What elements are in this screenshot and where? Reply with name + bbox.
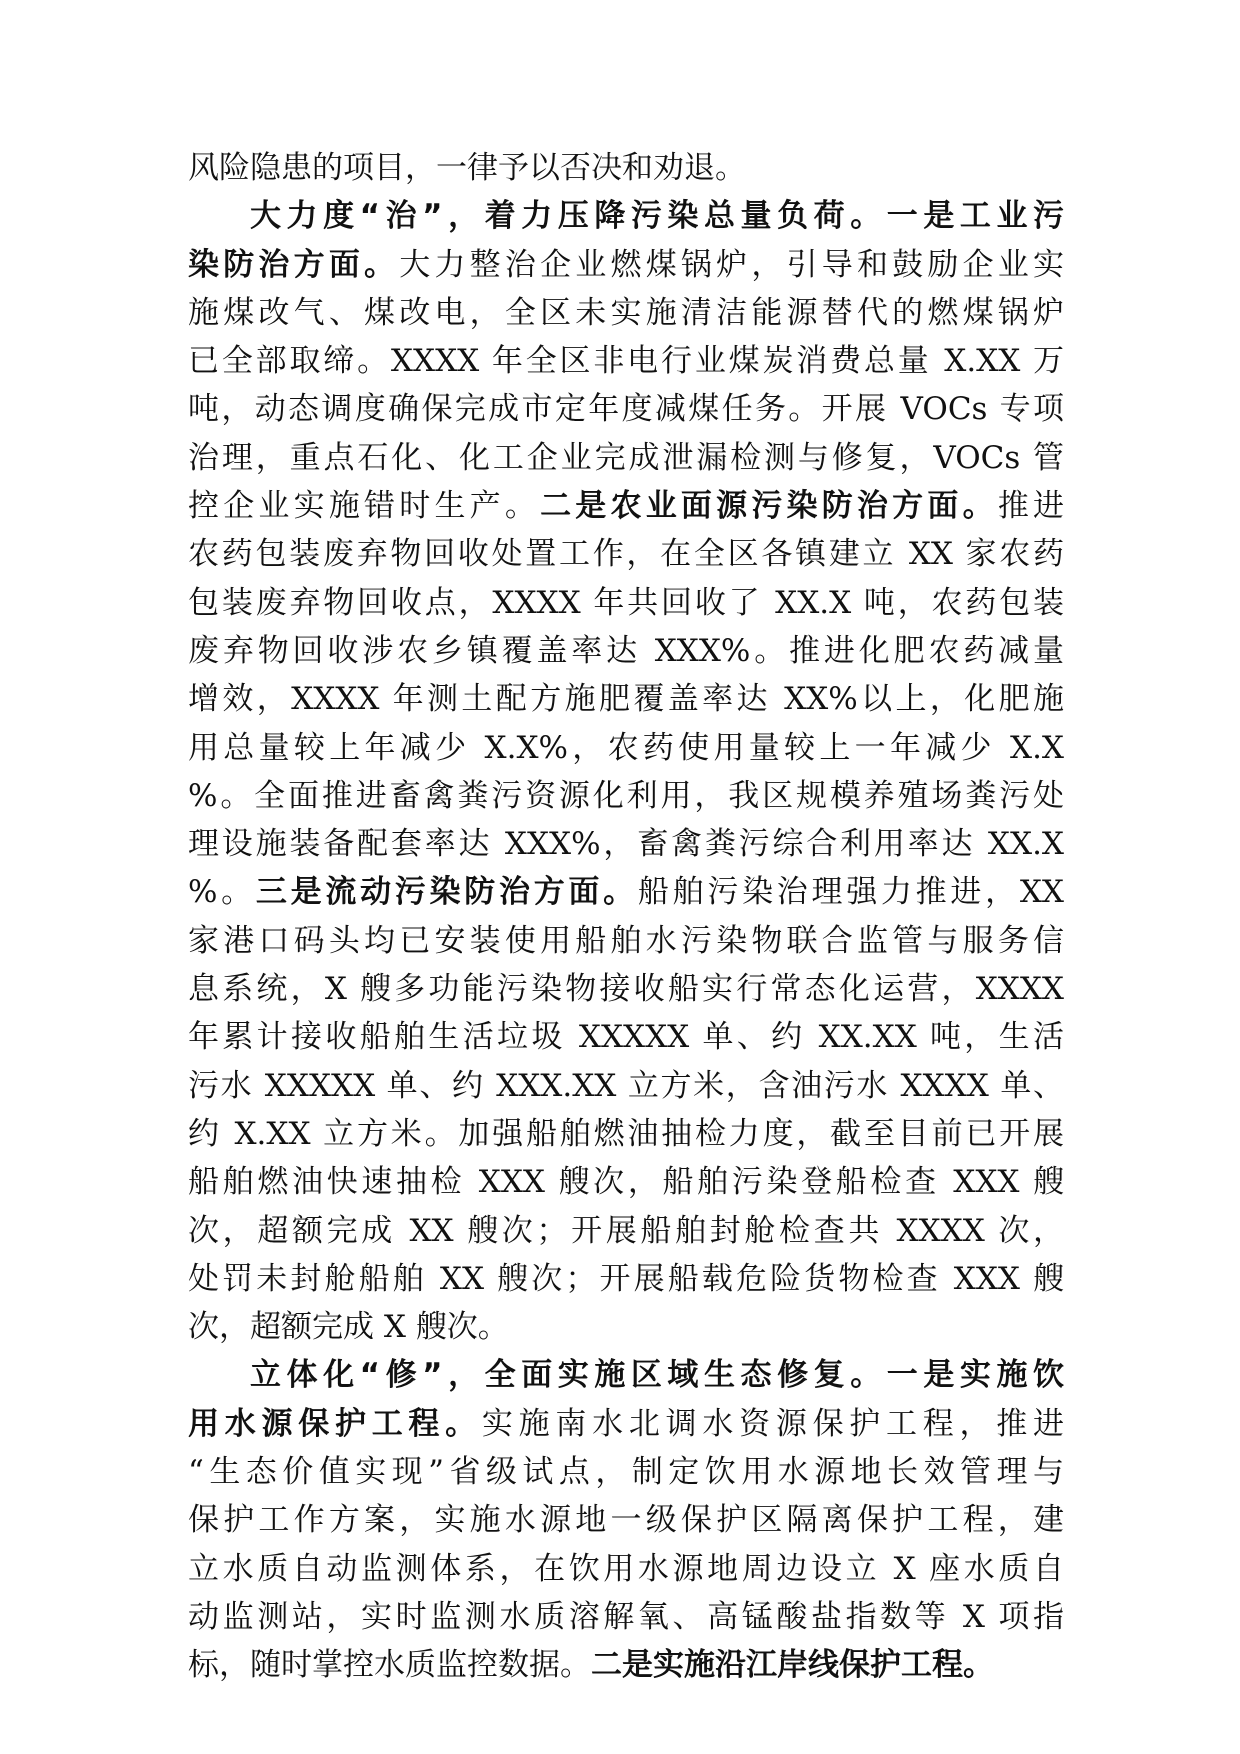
bold-heading-text: 立体化“修”，全面实施区域生态修复。一是实施饮 bbox=[250, 1357, 1064, 1394]
paragraph bbox=[188, 144, 1064, 192]
text-line bbox=[188, 1641, 1064, 1689]
text-line bbox=[188, 482, 1064, 530]
body-text: 标，随时掌控水质监控数据。 bbox=[188, 1647, 591, 1684]
text-line bbox=[188, 337, 1064, 385]
body-text: 保护工作方案，实施水源地一级保护区隔离保护工程，建 bbox=[188, 1502, 1064, 1539]
body-text: 家港口码头均已安装使用船舶水污染物联合监管与服务信 bbox=[188, 922, 1064, 959]
body-text: 治理，重点石化、化工企业完成泄漏检测与修复，VOCs 管 bbox=[188, 439, 1064, 476]
body-text: 控企业实施错时生产。 bbox=[188, 488, 541, 525]
text-line bbox=[188, 1255, 1064, 1303]
body-text: 风险隐患的项目，一律予以否决和劝退。 bbox=[188, 150, 746, 186]
text-line bbox=[188, 434, 1064, 482]
body-text: 立水质自动监测体系，在饮用水源地周边设立 X 座水质自 bbox=[188, 1550, 1064, 1587]
text-line bbox=[188, 1303, 1064, 1351]
body-text: 包装废弃物回收点，XXXX 年共回收了 XX.X 吨，农药包装 bbox=[188, 584, 1064, 621]
bold-heading-text: 大力度“治”，着力压降污染总量负荷。一是工业污 bbox=[250, 198, 1064, 235]
text-line bbox=[188, 1062, 1064, 1110]
text-line bbox=[188, 917, 1064, 965]
text-line bbox=[188, 1158, 1064, 1206]
body-text: %。全面推进畜禽粪污资源化利用，我区规模养殖场粪污处 bbox=[188, 777, 1064, 814]
body-text: 约 X.XX 立方米。加强船舶燃油抽检力度，截至目前已开展 bbox=[188, 1115, 1064, 1152]
body-text: 推进 bbox=[997, 488, 1065, 525]
text-line bbox=[188, 579, 1064, 627]
bold-heading-text: 染防治方面。 bbox=[188, 246, 400, 283]
body-text: 施煤改气、煤改电，全区未实施清洁能源替代的燃煤锅炉 bbox=[188, 294, 1064, 331]
text-line bbox=[188, 868, 1064, 916]
body-text: 年累计接收船舶生活垃圾 XXXXX 单、约 XX.XX 吨，生活 bbox=[188, 1019, 1064, 1056]
body-text: 动监测站，实时监测水质溶解氧、高锰酸盐指数等 X 项指 bbox=[188, 1598, 1064, 1635]
text-line bbox=[188, 1110, 1064, 1158]
text-line bbox=[188, 772, 1064, 820]
text-line bbox=[188, 241, 1064, 289]
text-line bbox=[188, 1593, 1064, 1641]
text-line bbox=[188, 1207, 1064, 1255]
text-line bbox=[188, 530, 1064, 578]
bold-heading-text: 二是农业面源污染防治方面。 bbox=[540, 488, 998, 525]
bold-heading-text: 二是实施沿江岸线保护工程。 bbox=[591, 1647, 994, 1684]
text-line bbox=[188, 289, 1064, 337]
body-text: 增效，XXXX 年测土配方施肥覆盖率达 XX%以上，化肥施 bbox=[188, 681, 1064, 718]
body-text: 实施南水北调水资源保护工程，推进 bbox=[481, 1405, 1065, 1442]
text-line bbox=[188, 1496, 1064, 1544]
body-text: 船舶污染治理强力推进，XX bbox=[637, 874, 1064, 911]
text-line bbox=[188, 820, 1064, 868]
body-text: 息系统，X 艘多功能污染物接收船实行常态化运营，XXXX bbox=[188, 971, 1064, 1008]
text-line bbox=[188, 1351, 1064, 1399]
text-line bbox=[188, 627, 1064, 675]
bold-heading-text: 三是流动污染防治方面。 bbox=[255, 874, 638, 911]
paragraph bbox=[188, 1351, 1064, 1689]
body-text: “生态价值实现”省级试点，制定饮用水源地长效管理与 bbox=[188, 1454, 1064, 1491]
text-line bbox=[188, 144, 1064, 192]
text-line bbox=[188, 675, 1064, 723]
body-text: 大力整治企业燃煤锅炉，引导和鼓励企业实 bbox=[399, 246, 1064, 283]
body-text: 农药包装废弃物回收处置工作，在全区各镇建立 XX 家农药 bbox=[188, 536, 1064, 573]
body-text: 污水 XXXXX 单、约 XXX.XX 立方米，含油污水 XXXX 单、 bbox=[188, 1067, 1064, 1104]
text-line bbox=[188, 724, 1064, 772]
paragraph bbox=[188, 192, 1064, 1351]
document-body bbox=[188, 144, 1064, 1690]
text-line bbox=[188, 1545, 1064, 1593]
text-line bbox=[188, 385, 1064, 433]
body-text: 船舶燃油快速抽检 XXX 艘次，船舶污染登船检查 XXX 艘 bbox=[188, 1164, 1064, 1201]
body-text: 已全部取缔。XXXX 年全区非电行业煤炭消费总量 X.XX 万 bbox=[188, 343, 1064, 380]
body-text: 废弃物回收涉农乡镇覆盖率达 XXX%。推进化肥农药减量 bbox=[188, 632, 1064, 669]
text-line bbox=[188, 192, 1064, 240]
body-text: 次，超额完成 XX 艘次；开展船舶封舱检查共 XXXX 次， bbox=[188, 1212, 1064, 1249]
body-text: %。 bbox=[188, 874, 256, 911]
text-line bbox=[188, 1400, 1064, 1448]
body-text: 处罚未封舱船舶 XX 艘次；开展船载危险货物检查 XXX 艘 bbox=[188, 1260, 1064, 1297]
body-text: 次，超额完成 X 艘次。 bbox=[188, 1309, 509, 1346]
body-text: 理设施装备配套率达 XXX%，畜禽粪污综合利用率达 XX.X bbox=[188, 826, 1064, 863]
body-text: 吨，动态调度确保完成市定年度减煤任务。开展 VOCs 专项 bbox=[188, 391, 1064, 428]
text-line bbox=[188, 965, 1064, 1013]
text-line bbox=[188, 1013, 1064, 1061]
bold-heading-text: 用水源保护工程。 bbox=[188, 1405, 482, 1442]
text-line bbox=[188, 1448, 1064, 1496]
body-text: 用总量较上年减少 X.X%，农药使用量较上一年减少 X.X bbox=[188, 729, 1064, 766]
